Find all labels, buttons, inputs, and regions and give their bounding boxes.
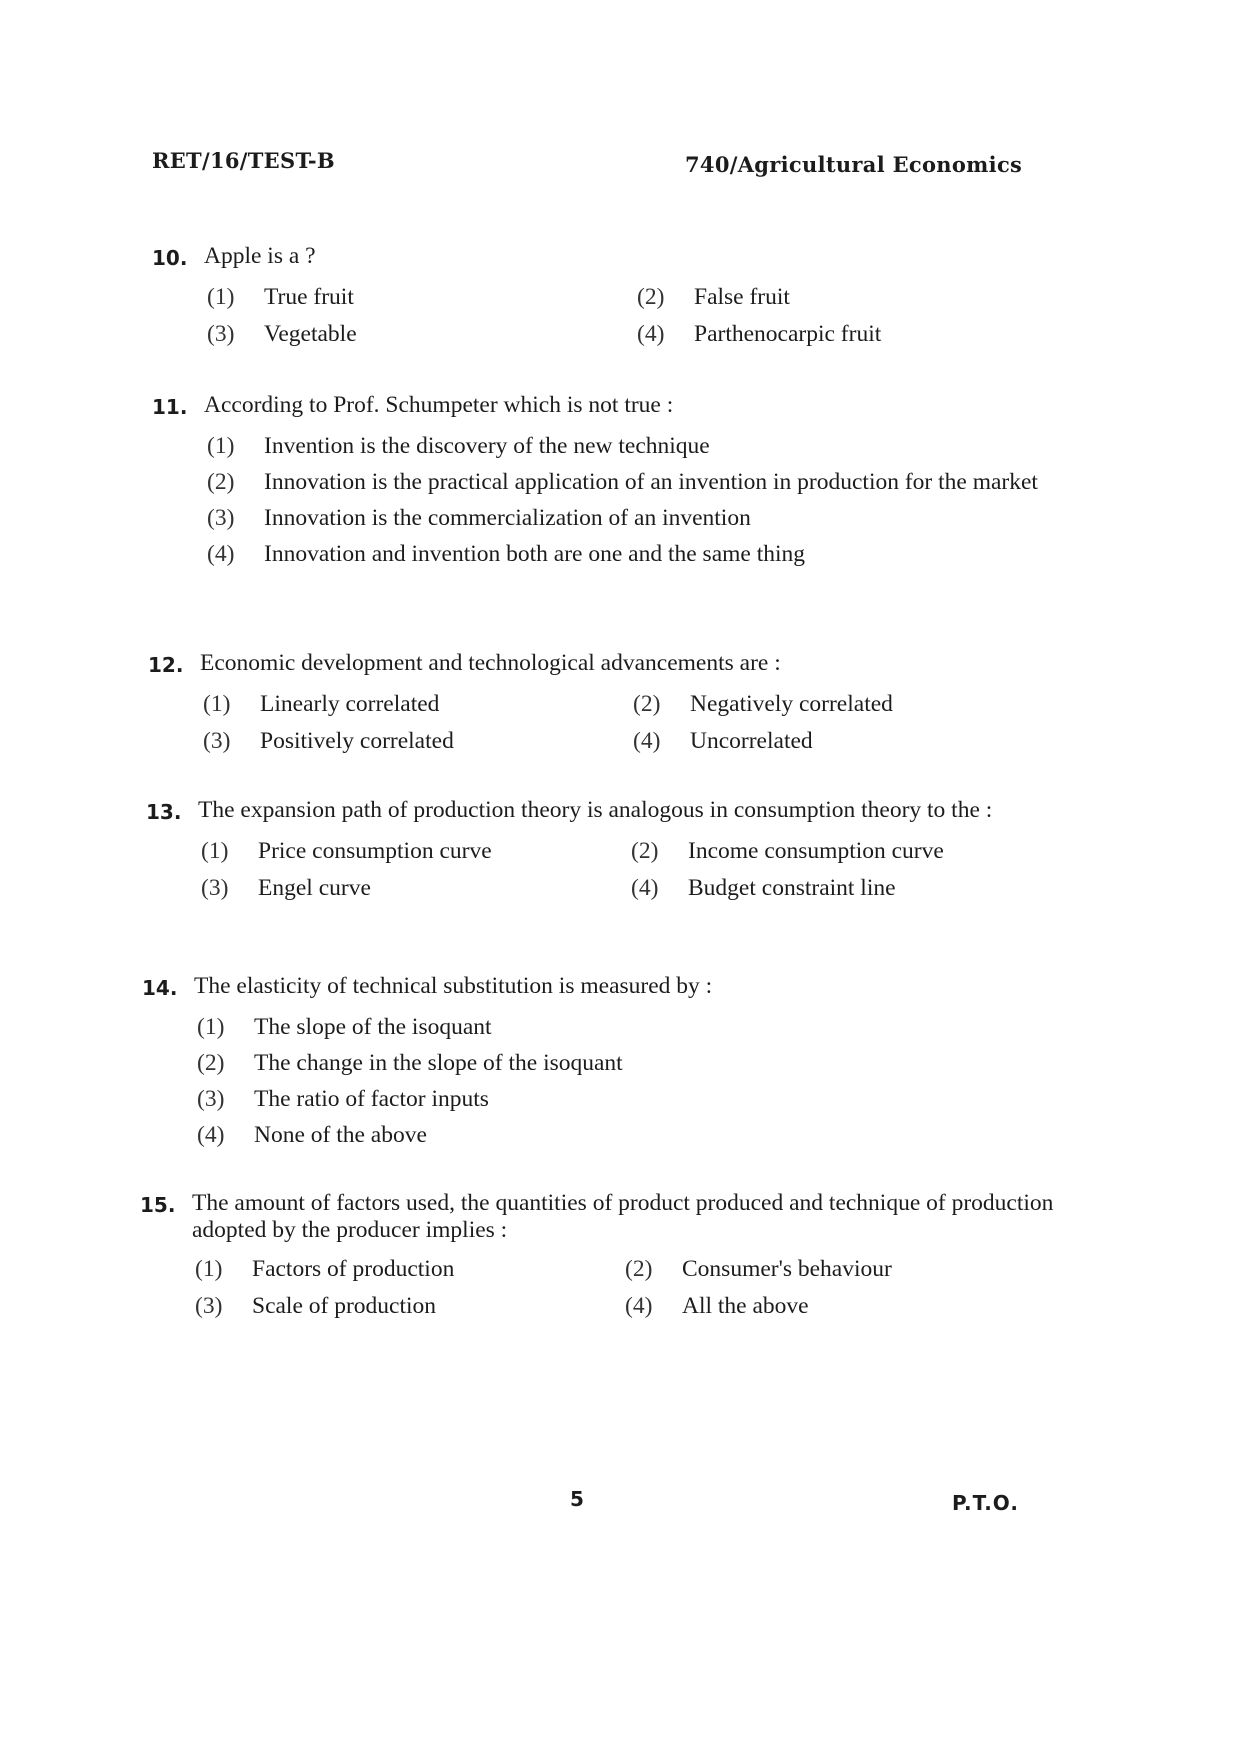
pto-label: P.T.O. — [952, 1491, 1019, 1515]
option-2: (2) The change in the slope of the isoquant — [197, 1050, 623, 1076]
option-1: (1) Invention is the discovery of the new technique — [207, 433, 710, 459]
option-1: (1) Price consumption curve — [201, 838, 492, 864]
option-1: (1) The slope of the isoquant — [197, 1014, 492, 1040]
option-2: (2) Negatively correlated — [633, 691, 893, 717]
option-1: (1) Factors of production — [195, 1256, 455, 1282]
page-number: 5 — [570, 1487, 584, 1511]
question-14 — [142, 973, 1062, 1148]
question-number: 13. — [146, 800, 182, 824]
option-2: (2) False fruit — [637, 284, 790, 310]
option-3: (3) Vegetable — [207, 321, 357, 347]
question-13 — [146, 797, 1066, 901]
question-number: 11. — [152, 395, 188, 419]
option-1: (1) Linearly correlated — [203, 691, 440, 717]
option-2: (2) Innovation is the practical application of an invention in production for the market — [207, 469, 1038, 495]
option-4: (4) All the above — [625, 1293, 809, 1319]
option-1: (1) True fruit — [207, 284, 354, 310]
header-code: RET/16/TEST-B — [152, 148, 335, 173]
question-text: The amount of factors used, the quantities of product produced and technique of production adopted by the producer implies : — [192, 1190, 1054, 1243]
question-12 — [148, 650, 1068, 754]
question-number: 12. — [148, 653, 184, 677]
question-number: 15. — [140, 1193, 176, 1217]
option-4: (4) None of the above — [197, 1122, 427, 1148]
option-3: (3) Engel curve — [201, 875, 371, 901]
question-15 — [140, 1190, 1060, 1319]
question-text: Apple is a ? — [204, 243, 316, 269]
question-10 — [152, 243, 1072, 347]
question-text: According to Prof. Schumpeter which is not true : — [204, 392, 674, 418]
question-text: The elasticity of technical substitution is measured by : — [194, 973, 713, 999]
option-4: (4) Budget constraint line — [631, 875, 896, 901]
question-text: The expansion path of production theory is analogous in consumption theory to the : — [198, 797, 993, 823]
header-subject: 740/Agricultural Economics — [685, 152, 1023, 177]
option-2: (2) Income consumption curve — [631, 838, 944, 864]
option-2: (2) Consumer's behaviour — [625, 1256, 892, 1282]
option-3: (3) The ratio of factor inputs — [197, 1086, 489, 1112]
option-3: (3) Innovation is the commercialization of an invention — [207, 505, 751, 531]
question-number: 14. — [142, 976, 178, 1000]
question-number: 10. — [152, 246, 188, 270]
option-3: (3) Scale of production — [195, 1293, 437, 1319]
option-4: (4) Parthenocarpic fruit — [637, 321, 882, 347]
question-11 — [152, 392, 1072, 567]
option-4: (4) Uncorrelated — [633, 728, 813, 754]
option-3: (3) Positively correlated — [203, 728, 454, 754]
question-text: Economic development and technological advancements are : — [200, 650, 781, 676]
option-4: (4) Innovation and invention both are one and the same thing — [207, 541, 806, 567]
